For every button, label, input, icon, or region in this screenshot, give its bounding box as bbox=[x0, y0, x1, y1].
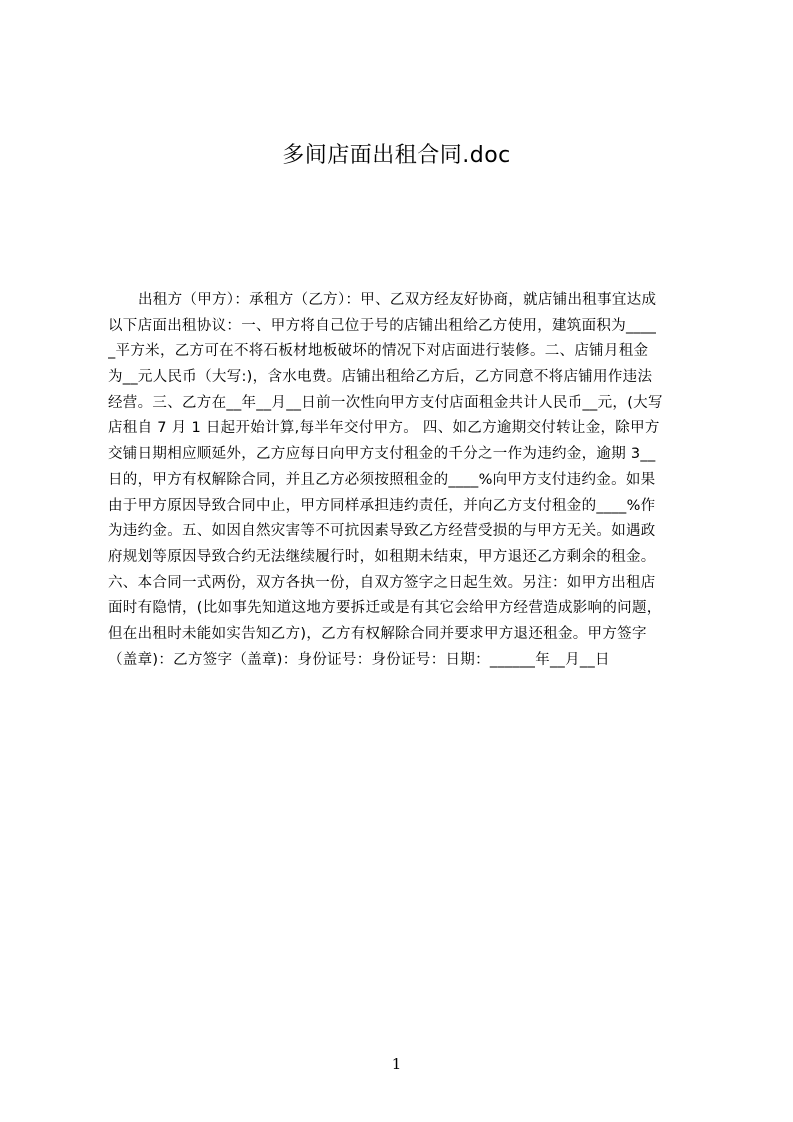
body-line: 店租自 7 月 1 日起开始计算,每半年交付甲方。 四、如乙方逾期交付转让金，除甲方 bbox=[108, 420, 660, 437]
body-line: 经营。三、乙方在__年__月__日前一次性向甲方支付店面租金共计人民币__元，(大写 bbox=[108, 394, 663, 411]
body-line: 为__元人民币（大写:)，含水电费。店铺出租给乙方后，乙方同意不将店铺用作违法 bbox=[108, 369, 653, 386]
body-line: 由于甲方原因导致合同中止，甲方同样承担违约责任，并向乙方支付租金的____%作 bbox=[108, 497, 656, 514]
body-line: （盖章)：乙方签字（盖章)：身份证号：身份证号：日期：______年__月__日 bbox=[108, 651, 610, 668]
body-line: 六、本合同一式两份，双方各执一份，自双方签字之日起生效。另注：如甲方出租店 bbox=[108, 574, 656, 591]
body-line: 为违约金。五、如因自然灾害等不可抗因素导致乙方经营受损的与甲方无关。如遇政 bbox=[108, 523, 656, 540]
document-title: 多间店面出租合同.doc bbox=[282, 143, 511, 168]
body-line: 出租方（甲方）：承租方（乙方）：甲、乙双方经友好协商，就店铺出租事宜达成 bbox=[138, 292, 657, 308]
body-line: 但在出租时未能如实告知乙方)，乙方有权解除合同并要求甲方退还租金。甲方签字 bbox=[108, 625, 647, 642]
body-line: _平方米，乙方可在不将石板材地板破坏的情况下对店面进行装修。二、店铺月租金 bbox=[108, 343, 649, 360]
body-line: 以下店面出租协议：一、甲方将自己位于号的店铺出租给乙方使用，建筑面积为____ bbox=[108, 317, 657, 334]
body-line: 日的，甲方有权解除合同，并且乙方必须按照租金的____%向甲方支付违约金。如果 bbox=[108, 471, 656, 488]
body-line: 面时有隐情，(比如事先知道这地方要拆迁或是有其它会给甲方经营造成影响的问题， bbox=[108, 600, 662, 617]
contract-body bbox=[108, 288, 698, 673]
body-line: 交铺日期相应顺延外，乙方应每日向甲方支付租金的千分之一作为违约金，逾期 3__ bbox=[108, 446, 656, 463]
page-number: 1 bbox=[391, 1055, 402, 1073]
body-line: 府规划等原因导致合约无法继续履行时，如租期未结束，甲方退还乙方剩余的租金。 bbox=[108, 548, 656, 565]
